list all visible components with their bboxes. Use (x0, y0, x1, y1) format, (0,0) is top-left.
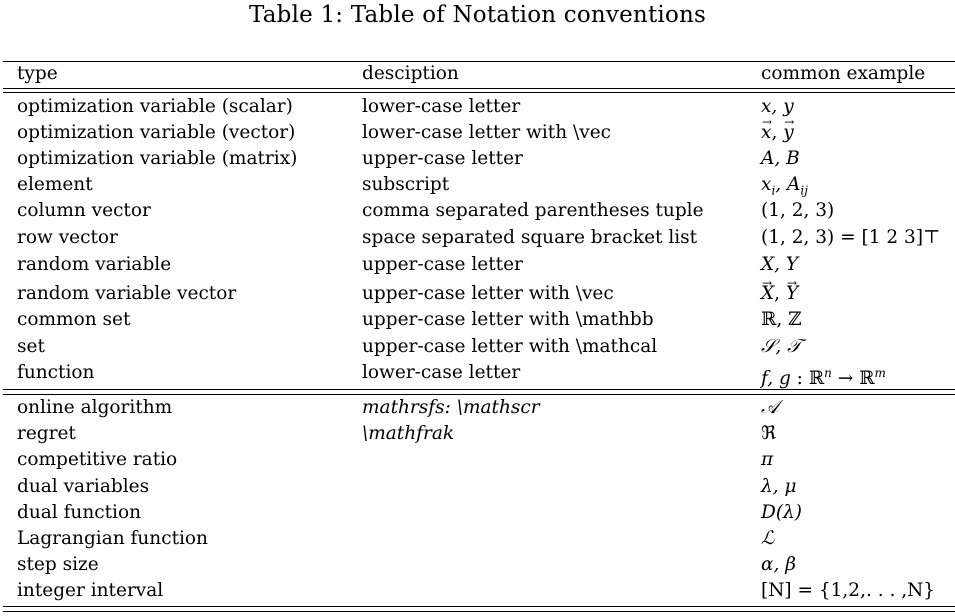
cell-type: function (17, 362, 95, 383)
cell-type: column vector (17, 200, 151, 221)
table-row (0, 307, 955, 333)
cell-description: lower-case letter (362, 362, 521, 383)
cell-description: upper-case letter (362, 254, 523, 275)
cell-example: x, y (761, 96, 794, 117)
table-row (0, 252, 955, 278)
section-rule-1 (3, 389, 955, 390)
cell-description: upper-case letter (362, 148, 523, 169)
table-row (0, 421, 955, 447)
cell-type: set (17, 336, 45, 357)
table-row (0, 172, 955, 198)
cell-type: row vector (17, 227, 118, 248)
cell-description: upper-case letter with \mathcal (362, 336, 658, 357)
header-type: type (17, 63, 58, 84)
cell-type: element (17, 174, 93, 195)
table-row (0, 447, 955, 473)
table-row (0, 94, 955, 120)
cell-example: 𝒜 (761, 397, 779, 418)
table-row (0, 578, 955, 604)
cell-type: regret (17, 423, 76, 444)
table-row (0, 526, 955, 552)
table-row (0, 360, 955, 390)
cell-example: (1, 2, 3) (761, 200, 835, 221)
table-row (0, 500, 955, 526)
cell-example: α, β (761, 554, 796, 575)
table-title: Table 1: Table of Notation conventions (248, 2, 707, 28)
cell-example: A, B (761, 148, 800, 169)
cell-description: upper-case letter with \vec (362, 283, 614, 304)
cell-type: integer interval (17, 580, 164, 601)
table-row (0, 281, 955, 307)
cell-type: dual variables (17, 476, 150, 497)
cell-example: f, g : ℝ$^n$ → ℝ$^m$ (761, 366, 886, 390)
cell-description: lower-case letter (362, 96, 521, 117)
cell-example: 𝒮, 𝒯 (761, 336, 802, 357)
cell-example: ℝ, ℤ (761, 309, 802, 330)
table-row (0, 198, 955, 224)
cell-type: step size (17, 554, 99, 575)
cell-type: random variable (17, 254, 172, 275)
table-row (0, 395, 955, 421)
cell-example: $x_i$, $A_{ij}$ (761, 174, 808, 198)
cell-description: space separated square bracket list (362, 227, 698, 248)
cell-example: (1, 2, 3) = [1 2 3]⊤ (761, 227, 941, 248)
cell-example: ℒ (761, 528, 775, 549)
cell-description: \mathfrak (362, 423, 455, 444)
cell-example: π (761, 449, 774, 470)
table-row (0, 225, 955, 251)
header-example: common example (761, 63, 926, 84)
cell-type: optimization variable (scalar) (17, 96, 293, 117)
table-row (0, 552, 955, 578)
header-rule-2 (3, 92, 955, 93)
cell-description: lower-case letter with \vec (362, 122, 612, 143)
cell-description: mathrsfs: \mathscr (362, 397, 540, 418)
bottom-rule-2 (3, 611, 955, 612)
table-row (0, 146, 955, 172)
cell-type: optimization variable (vector) (17, 122, 296, 143)
cell-example: X, Y (761, 254, 799, 275)
cell-description: subscript (362, 174, 450, 195)
table-row (0, 120, 955, 146)
cell-type: common set (17, 309, 131, 330)
bottom-rule-1 (3, 606, 955, 607)
header-description: desciption (362, 63, 459, 84)
cell-type: online algorithm (17, 397, 173, 418)
header-rule-1 (3, 88, 955, 89)
cell-type: dual function (17, 502, 142, 523)
cell-example: D(λ) (761, 502, 802, 523)
table-row (0, 334, 955, 360)
cell-example: λ, μ (761, 476, 797, 497)
table-row (0, 474, 955, 500)
cell-example: ℜ (761, 423, 777, 444)
header-row (0, 61, 955, 87)
cell-description: upper-case letter with \mathbb (362, 309, 654, 330)
cell-type: random variable vector (17, 283, 237, 304)
cell-example: → x, → y (761, 120, 794, 146)
cell-type: competitive ratio (17, 449, 178, 470)
cell-description: comma separated parentheses tuple (362, 200, 704, 221)
cell-type: Lagrangian function (17, 528, 208, 549)
cell-type: optimization variable (matrix) (17, 148, 298, 169)
cell-example: [N] = {1,2,. . . ,N} (761, 580, 936, 601)
cell-example: → X, → Y (761, 281, 798, 307)
